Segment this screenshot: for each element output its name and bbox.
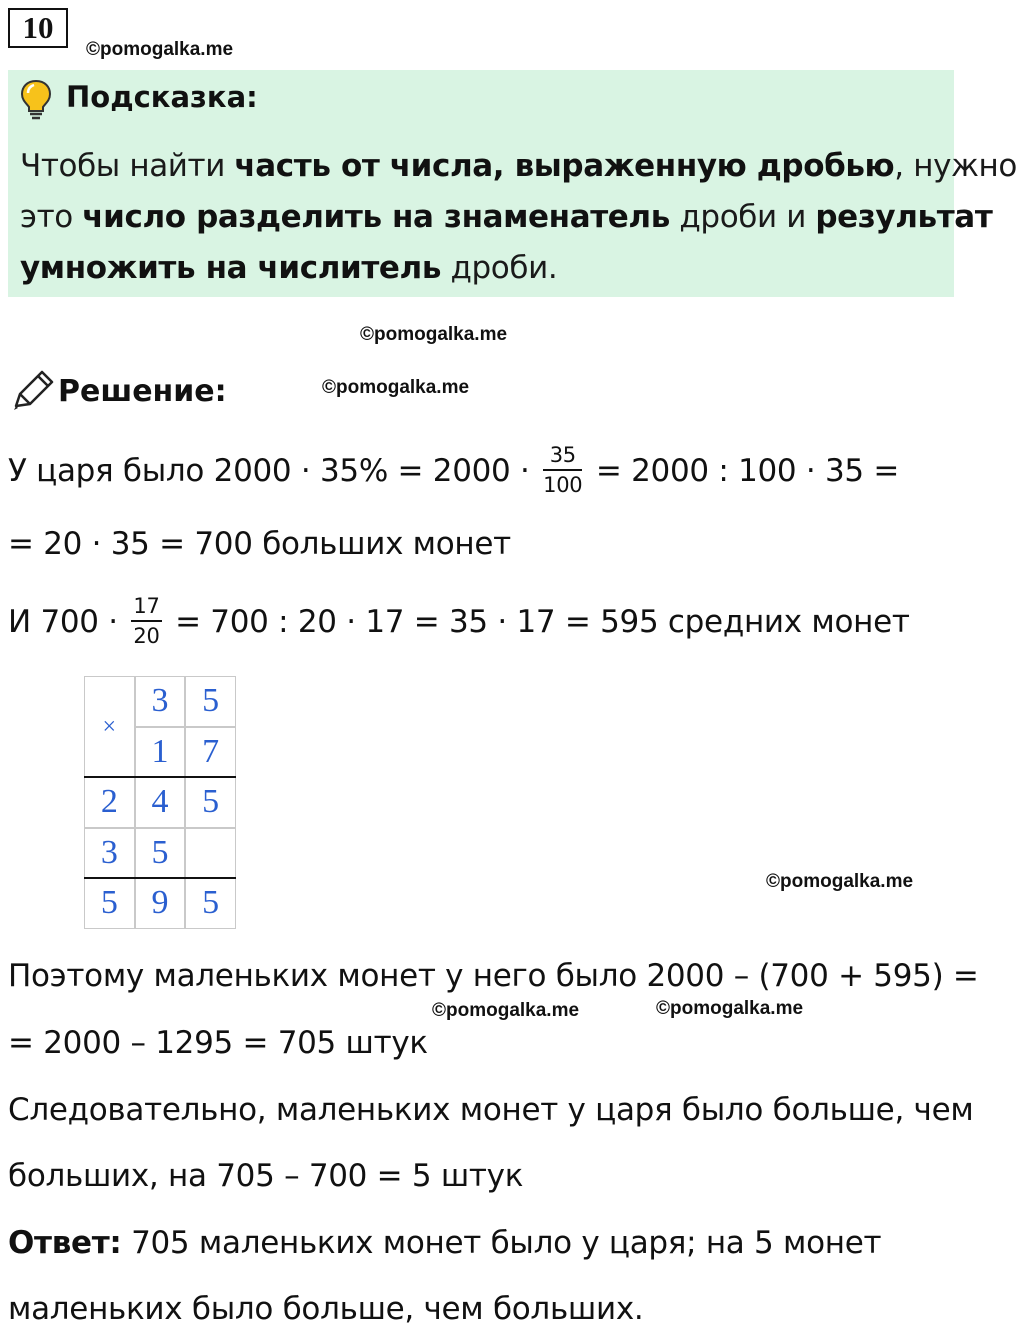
solution-line-3: И 700 · $\frac{17}{20}$ = 700 : 20 · 17 = 35 · 17 = 595 средних монет xyxy=(8,594,910,648)
solution-title: Решение: xyxy=(58,374,227,409)
watermark: ©pomogalka.me xyxy=(656,998,804,1019)
table-divider xyxy=(84,776,236,778)
watermark: ©pomogalka.me xyxy=(432,1000,580,1021)
answer-line-2: маленьких было больше, чем больших. xyxy=(8,1291,644,1327)
hint-line-2: это число разделить на знаменатель дроби и результат xyxy=(20,199,993,235)
table-cell: 3 xyxy=(84,828,135,879)
answer-label: Ответ: xyxy=(8,1225,122,1261)
watermark: ©pomogalka.me xyxy=(766,871,914,892)
task-number: 10 xyxy=(8,8,68,48)
watermark: ©pomogalka.me xyxy=(322,377,470,398)
table-cell: 5 xyxy=(84,878,135,929)
hint-line-1: Чтобы найти часть от числа, выраженную дробью, нужно xyxy=(20,148,1017,184)
watermark: ©pomogalka.me xyxy=(86,39,234,60)
table-cell: 9 xyxy=(135,878,186,929)
table-cell: 5 xyxy=(185,777,236,828)
watermark: ©pomogalka.me xyxy=(360,324,508,345)
solution-line-2: = 20 · 35 = 700 больших монет xyxy=(8,526,511,562)
multiply-sign: × xyxy=(84,676,135,777)
hint-title: Подсказка: xyxy=(66,80,258,114)
fraction-35-100: $\frac{35}{100}$ xyxy=(543,443,583,497)
solution-line-4: Поэтому маленьких монет у него было 2000 – (700 + 595) = xyxy=(8,958,979,994)
table-cell: 1 xyxy=(135,727,186,778)
answer-line-1: Ответ: 705 маленьких монет было у царя; на 5 монет xyxy=(8,1225,882,1261)
hint-box xyxy=(8,70,1017,297)
fraction-17-20: $\frac{17}{20}$ xyxy=(133,594,160,648)
solution-line-6: Следовательно, маленьких монет у царя было больше, чем xyxy=(8,1092,974,1128)
table-cell: 4 xyxy=(135,777,186,828)
hint-line-3: умножить на числитель дроби. xyxy=(20,250,558,286)
solution-line-7: больших, на 705 – 700 = 5 штук xyxy=(8,1158,524,1194)
solution-line-1: У царя было 2000 · 35% = 2000 · $\frac{35}{100}$ = 2000 : 100 · 35 = xyxy=(8,443,900,497)
table-cell: 2 xyxy=(84,777,135,828)
table-cell: 7 xyxy=(185,727,236,778)
pencil-icon xyxy=(10,368,56,416)
table-cell xyxy=(185,828,236,879)
table-cell: 5 xyxy=(185,878,236,929)
table-cell: 3 xyxy=(135,676,186,727)
solution-line-5: = 2000 – 1295 = 705 штук xyxy=(8,1025,428,1061)
lightbulb-icon xyxy=(18,78,54,124)
table-cell: 5 xyxy=(135,828,186,879)
table-cell: 5 xyxy=(185,676,236,727)
multiplication-table xyxy=(84,676,236,929)
table-divider xyxy=(84,877,236,879)
